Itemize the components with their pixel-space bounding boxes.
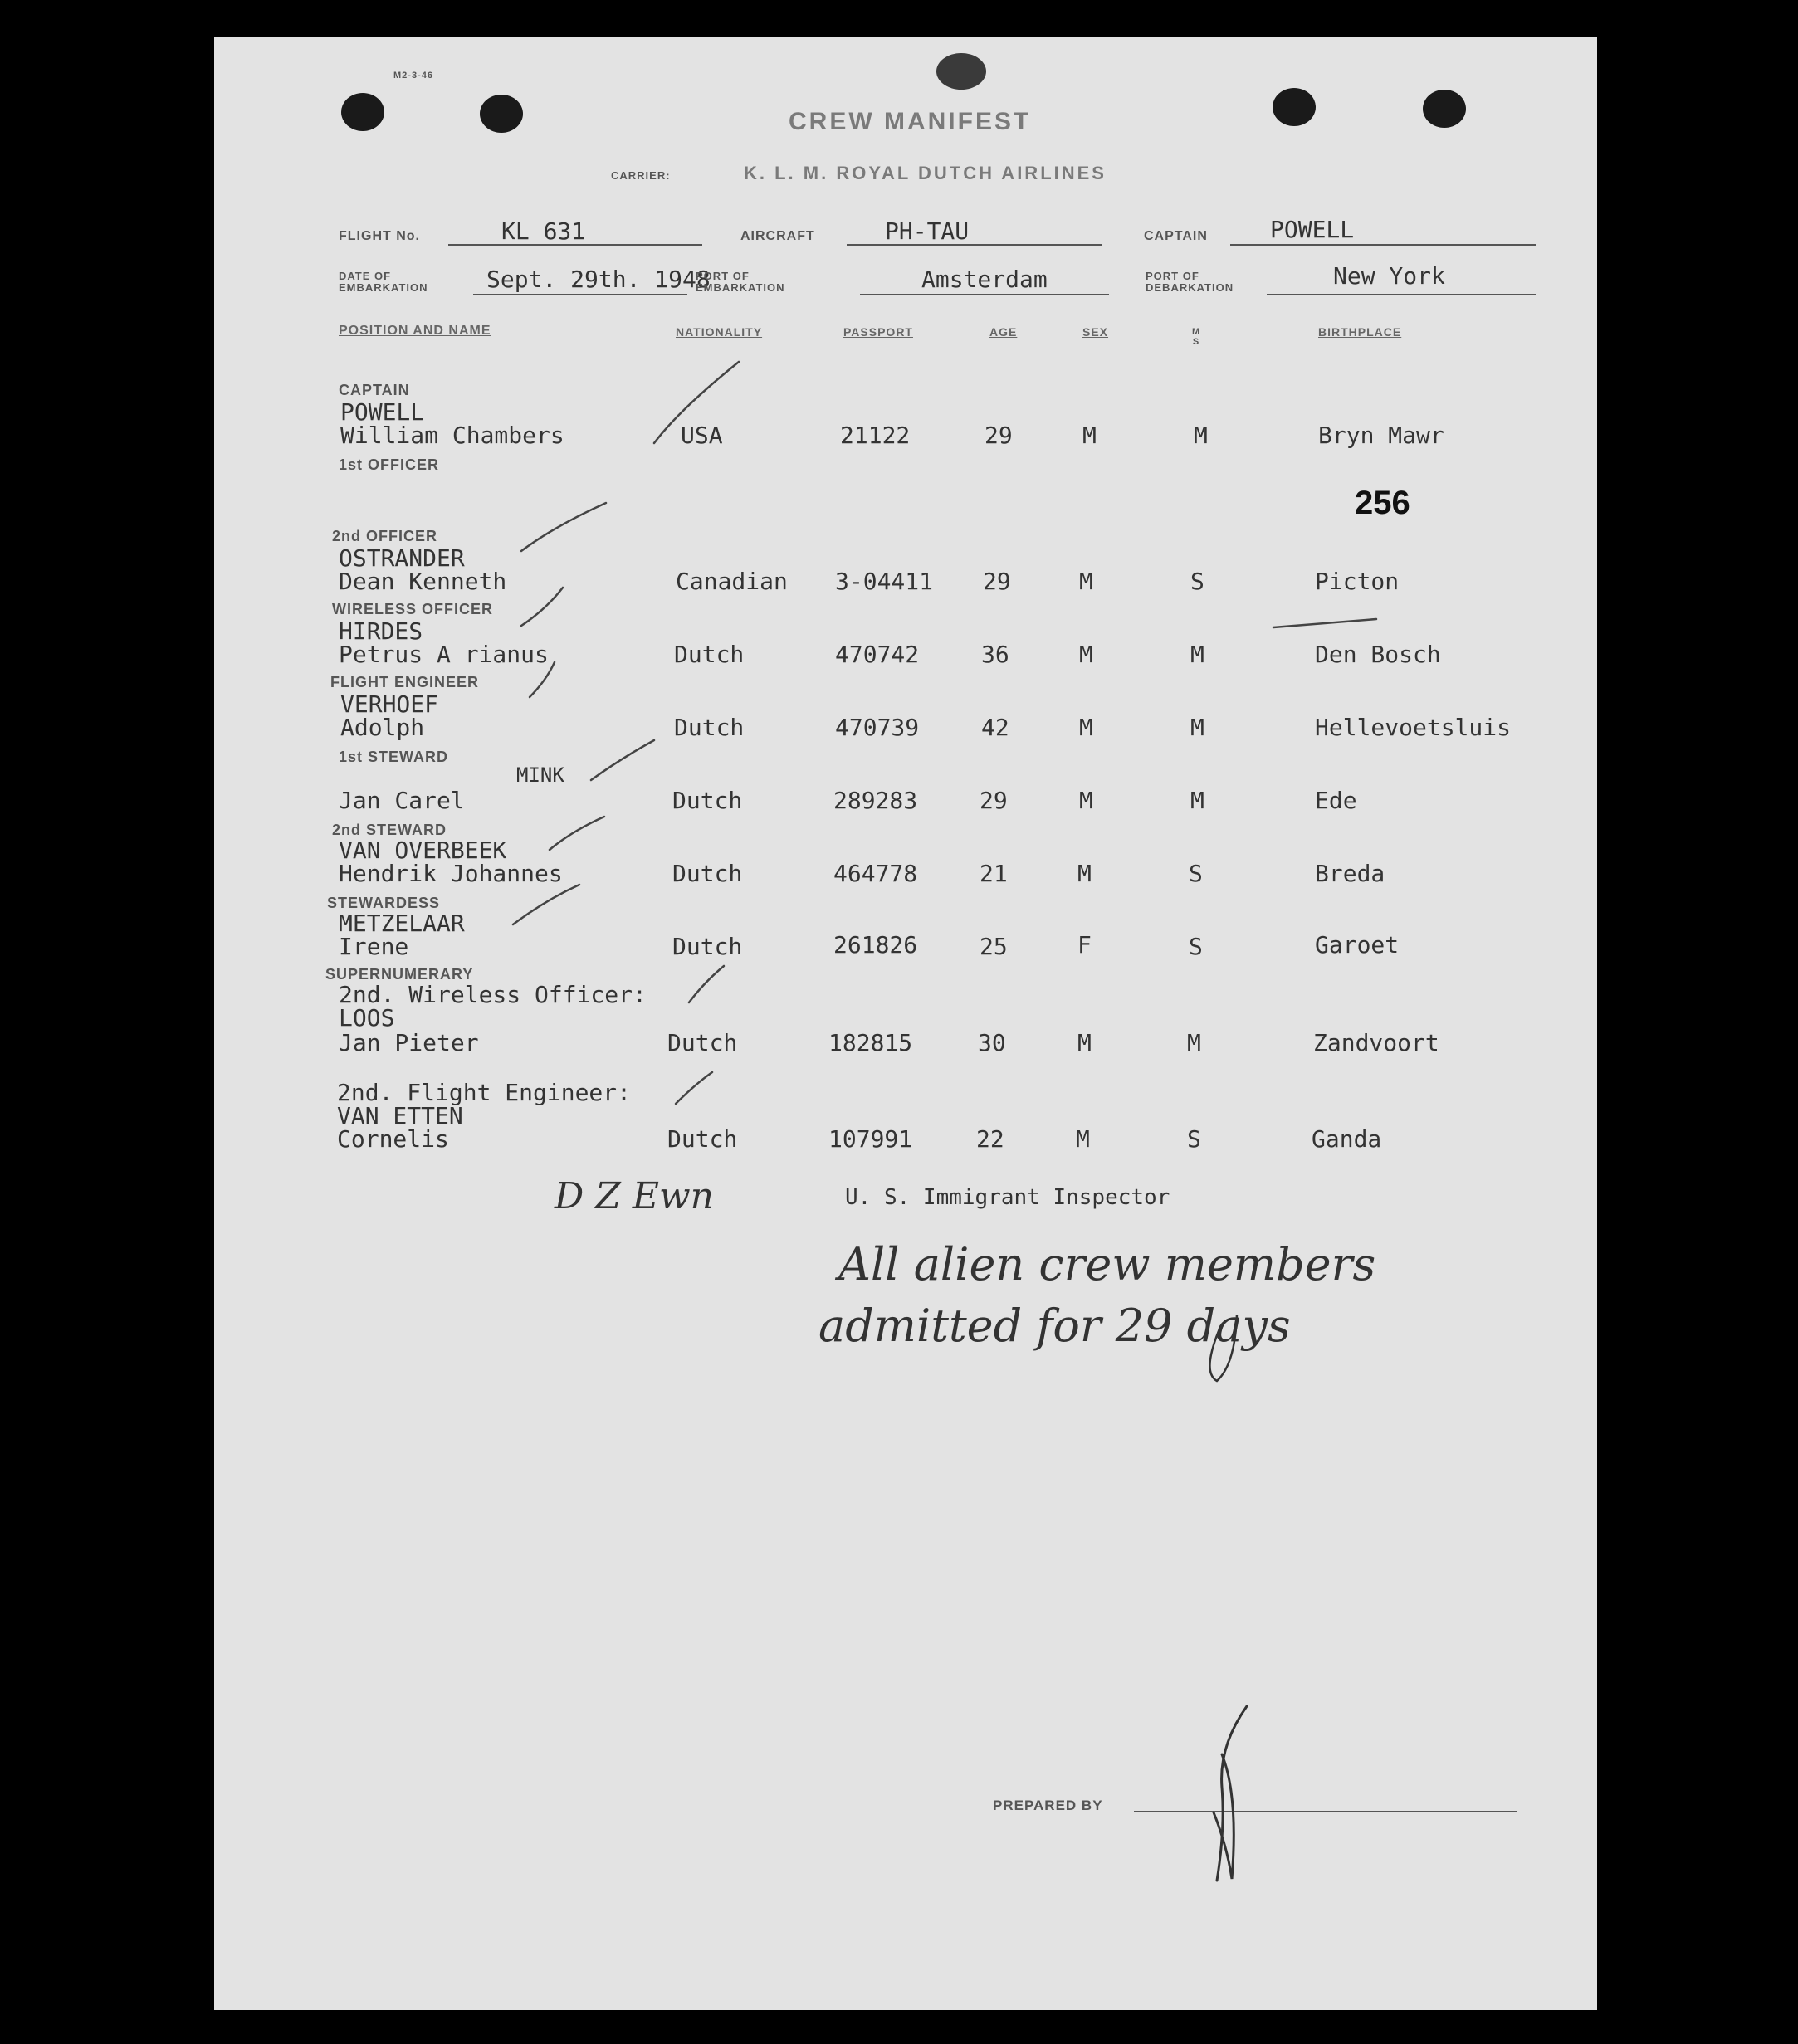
col-sex: SEX xyxy=(1082,325,1109,339)
position-captain: CAPTAIN xyxy=(339,382,410,398)
crew-given-name: Jan Carel xyxy=(339,787,465,814)
crew-nationality: Canadian xyxy=(676,568,788,595)
crew-nationality: Dutch xyxy=(674,714,745,741)
pencil-line xyxy=(1273,619,1376,627)
crew-passport: 107991 xyxy=(828,1125,913,1153)
crew-given-name: Dean Kenneth xyxy=(339,568,507,595)
crew-sex: M xyxy=(1082,422,1097,449)
crew-birthplace: Breda xyxy=(1315,860,1385,887)
crew-age: 22 xyxy=(976,1125,1004,1153)
position-stewardess: STEWARDESS xyxy=(327,895,441,911)
crew-given-name: Irene xyxy=(339,933,409,960)
position-supernumerary: SUPERNUMERARY xyxy=(325,966,474,983)
crew-passport: 470742 xyxy=(835,641,920,668)
crew-passport: 464778 xyxy=(833,860,918,887)
position-1st-steward: 1st STEWARD xyxy=(339,749,449,765)
crew-sex: M xyxy=(1077,860,1092,887)
crew-birthplace: Ganda xyxy=(1312,1125,1382,1153)
crew-marital-status: S xyxy=(1189,933,1203,960)
aircraft-value: PH-TAU xyxy=(885,217,970,245)
crew-age: 30 xyxy=(978,1029,1006,1056)
crew-age: 29 xyxy=(983,568,1011,595)
prepared-by-label: PREPARED BY xyxy=(993,1798,1103,1813)
crew-passport: 182815 xyxy=(828,1029,913,1056)
crew-passport: 289283 xyxy=(833,787,918,814)
position-flight-engineer: FLIGHT ENGINEER xyxy=(330,674,480,690)
crew-surname: HIRDES xyxy=(339,617,423,645)
admission-note-line1: All alien crew members xyxy=(838,1238,1376,1290)
carrier-value: K. L. M. ROYAL DUTCH AIRLINES xyxy=(744,163,1107,183)
prepared-by-signature xyxy=(1214,1706,1247,1881)
tick-mark xyxy=(521,588,563,626)
col-age: AGE xyxy=(989,325,1018,339)
position-2nd-steward: 2nd STEWARD xyxy=(332,822,447,838)
col-nationality: NATIONALITY xyxy=(676,325,763,339)
crew-nationality: Dutch xyxy=(667,1029,738,1056)
tick-mark xyxy=(550,817,604,850)
tick-mark xyxy=(521,503,606,551)
tick-mark xyxy=(676,1072,712,1104)
form-number: M2-3-46 xyxy=(393,71,433,80)
crew-surname: VERHOEF xyxy=(340,690,439,718)
crew-nationality: USA xyxy=(681,422,723,449)
inspector-title: U. S. Immigrant Inspector xyxy=(845,1185,1170,1210)
crew-birthplace: Hellevoetsluis xyxy=(1315,714,1512,741)
crew-sex: M xyxy=(1079,787,1093,814)
crew-subposition: 2nd. Wireless Officer: xyxy=(339,981,647,1008)
port-debarkation-value: New York xyxy=(1333,262,1445,290)
crew-sex: M xyxy=(1079,641,1093,668)
crew-birthplace: Bryn Mawr xyxy=(1318,422,1444,449)
position-2nd-officer: 2nd OFFICER xyxy=(332,528,437,544)
crew-sex: M xyxy=(1079,714,1093,741)
crew-surname: VAN ETTEN xyxy=(337,1102,463,1129)
crew-age: 29 xyxy=(980,787,1008,814)
crew-passport: 21122 xyxy=(840,422,911,449)
crew-marital-status: S xyxy=(1189,860,1203,887)
position-wireless-officer: WIRELESS OFFICER xyxy=(332,601,494,617)
port-debarkation-label: PORT OF DEBARKATION xyxy=(1146,270,1234,294)
crew-given-name: Petrus A rianus xyxy=(339,641,549,668)
aircraft-label: AIRCRAFT xyxy=(740,229,815,243)
port-embarkation-label: PORT OF EMBARKATION xyxy=(696,270,785,294)
crew-birthplace: Ede xyxy=(1315,787,1357,814)
crew-marital-status: M xyxy=(1190,787,1204,814)
crew-sex: M xyxy=(1079,568,1093,595)
crew-surname: VAN OVERBEEK xyxy=(339,837,507,864)
crew-given-name: William Chambers xyxy=(340,422,564,449)
manifest-page xyxy=(214,37,1597,2010)
crew-passport: 3-04411 xyxy=(835,568,934,595)
crew-subposition: 2nd. Flight Engineer: xyxy=(337,1079,632,1106)
crew-birthplace: Picton xyxy=(1315,568,1400,595)
admission-note-line2: admitted for 29 days xyxy=(818,1300,1291,1352)
captain-value: POWELL xyxy=(1270,216,1355,243)
crew-surname: LOOS xyxy=(339,1004,395,1032)
crew-age: 42 xyxy=(981,714,1009,741)
tick-mark xyxy=(513,885,579,924)
tick-mark xyxy=(591,740,654,780)
crew-passport: 470739 xyxy=(835,714,920,741)
tick-mark xyxy=(689,966,724,1002)
crew-surname: MINK xyxy=(516,763,564,787)
crew-age: 25 xyxy=(980,933,1008,960)
flight-label: FLIGHT No. xyxy=(339,229,420,243)
crew-given-name: Cornelis xyxy=(337,1125,449,1153)
crew-birthplace: Zandvoort xyxy=(1313,1029,1439,1056)
signature-flourish xyxy=(1209,1315,1237,1381)
crew-surname: METZELAAR xyxy=(339,910,465,937)
crew-nationality: Dutch xyxy=(672,787,743,814)
crew-marital-status: S xyxy=(1190,568,1204,595)
tick-marks xyxy=(214,37,1597,2010)
inspector-signature: D Z Ewn xyxy=(555,1175,714,1217)
crew-sex: F xyxy=(1077,931,1092,959)
col-position-name: POSITION AND NAME xyxy=(339,324,491,338)
crew-given-name: Adolph xyxy=(340,714,425,741)
crew-age: 29 xyxy=(985,422,1013,449)
crew-given-name: Jan Pieter xyxy=(339,1029,479,1056)
carrier-label: CARRIER: xyxy=(611,169,671,182)
port-embarkation-value: Amsterdam xyxy=(921,266,1048,293)
col-marital-status: M S xyxy=(1192,327,1201,347)
flight-value: KL 631 xyxy=(501,217,586,245)
crew-passport: 261826 xyxy=(833,931,918,959)
crew-nationality: Dutch xyxy=(672,933,743,960)
crew-nationality: Dutch xyxy=(672,860,743,887)
crew-age: 21 xyxy=(980,860,1008,887)
crew-marital-status: S xyxy=(1187,1125,1201,1153)
crew-surname: POWELL xyxy=(340,398,425,426)
crew-birthplace: Den Bosch xyxy=(1315,641,1441,668)
crew-age: 36 xyxy=(981,641,1009,668)
col-birthplace: BIRTHPLACE xyxy=(1318,325,1402,339)
crew-nationality: Dutch xyxy=(667,1125,738,1153)
stamp-number: 256 xyxy=(1355,485,1410,521)
crew-sex: M xyxy=(1076,1125,1090,1153)
crew-given-name: Hendrik Johannes xyxy=(339,860,563,887)
crew-nationality: Dutch xyxy=(674,641,745,668)
page-title: CREW MANIFEST xyxy=(789,108,1032,135)
crew-sex: M xyxy=(1077,1029,1092,1056)
crew-marital-status: M xyxy=(1194,422,1208,449)
captain-label: CAPTAIN xyxy=(1144,229,1208,243)
crew-surname: OSTRANDER xyxy=(339,544,465,572)
col-passport: PASSPORT xyxy=(843,325,913,339)
date-label: DATE OF EMBARKATION xyxy=(339,270,428,294)
crew-marital-status: M xyxy=(1190,641,1204,668)
tick-mark xyxy=(530,662,555,697)
crew-birthplace: Garoet xyxy=(1315,931,1400,959)
position-1st-officer: 1st OFFICER xyxy=(339,456,440,473)
crew-marital-status: M xyxy=(1187,1029,1201,1056)
tick-mark xyxy=(654,362,739,443)
date-value: Sept. 29th. 1948 xyxy=(486,266,711,293)
crew-marital-status: M xyxy=(1190,714,1204,741)
